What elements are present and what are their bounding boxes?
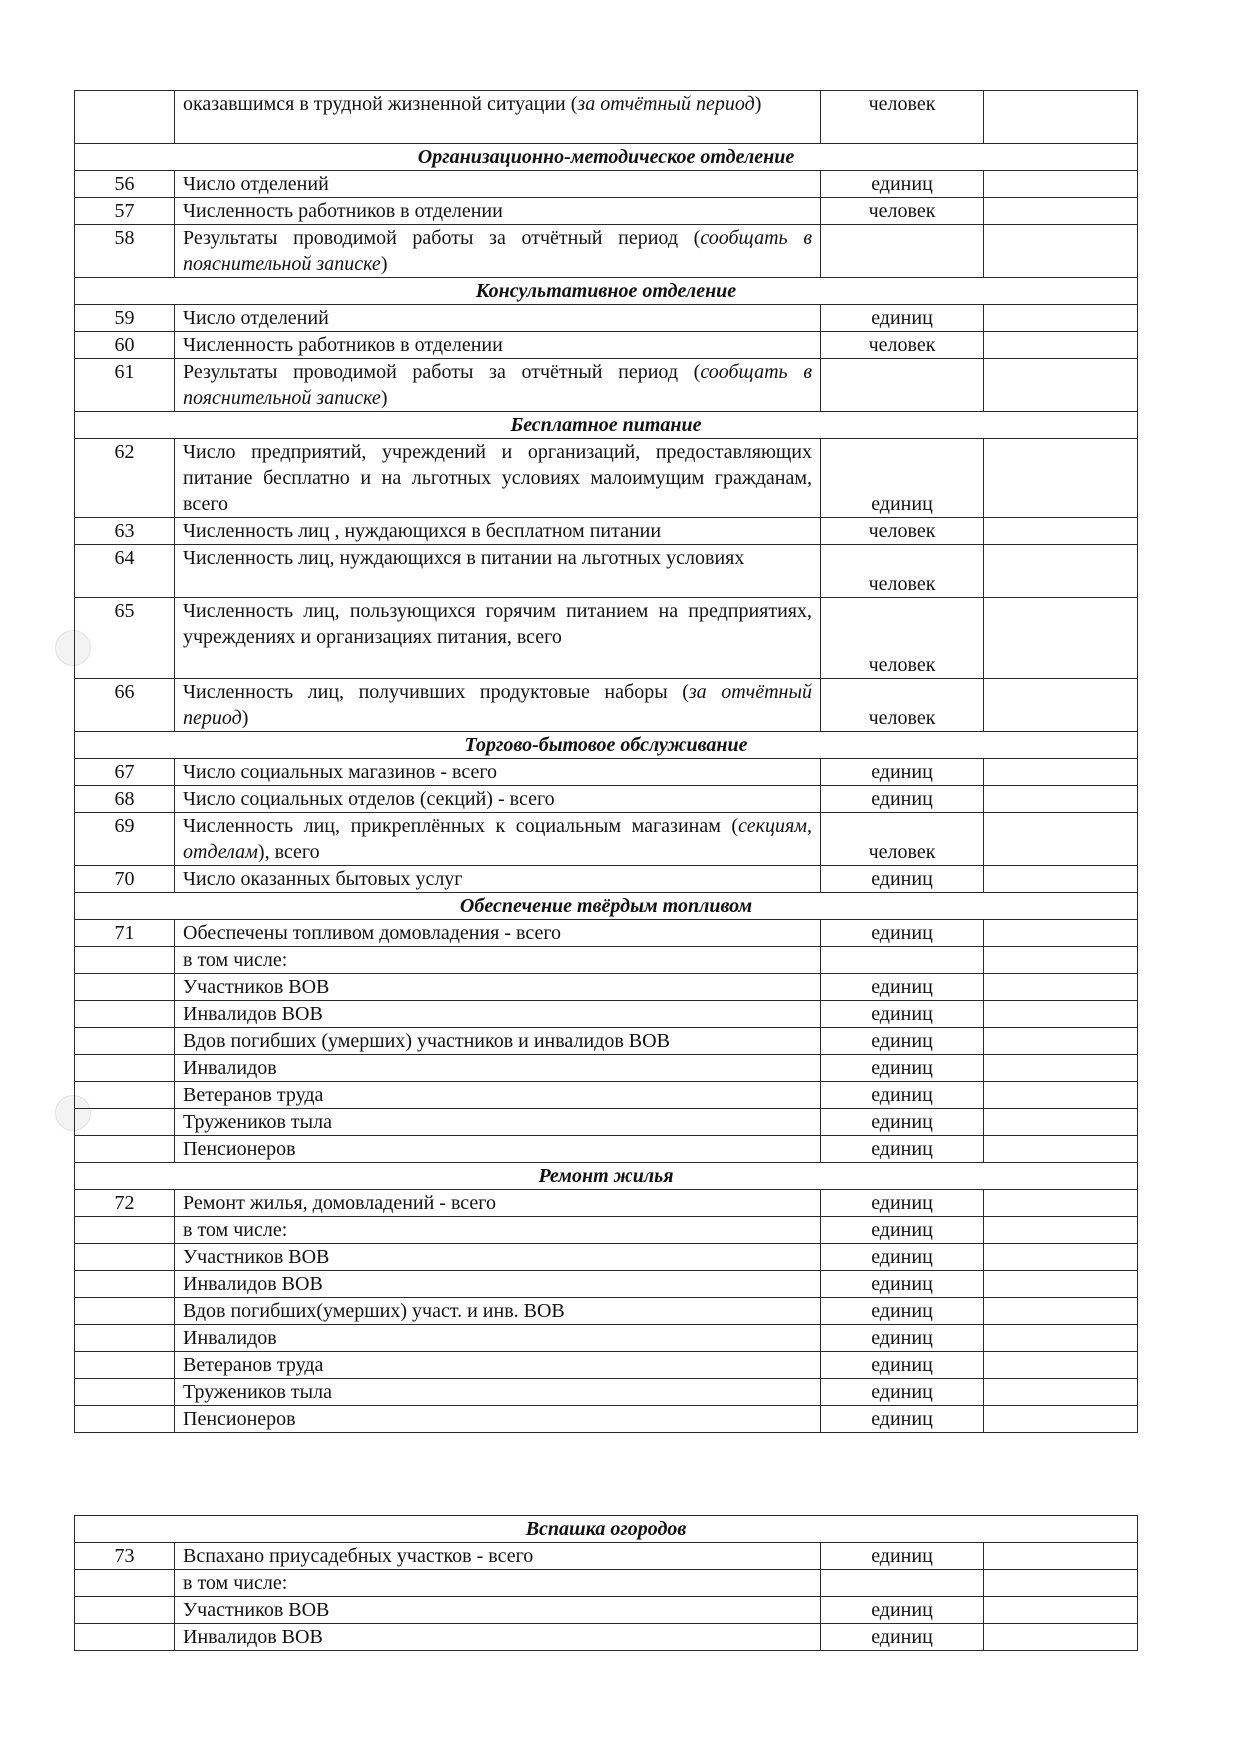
table-row (75, 786, 1138, 813)
row-number-cell (75, 1570, 175, 1597)
unit-cell: единиц (821, 1001, 984, 1028)
unit-cell: единиц (821, 1597, 984, 1624)
row-number-cell (75, 1271, 175, 1298)
table-row (75, 1190, 1138, 1217)
row-number-cell: 58 (75, 225, 175, 278)
indicator-name-cell: Пенсионеров (175, 1406, 821, 1433)
indicator-name-cell: Участников ВОВ (175, 1244, 821, 1271)
value-cell (984, 866, 1138, 893)
row-number-cell: 71 (75, 920, 175, 947)
value-cell (984, 171, 1138, 198)
value-cell (984, 786, 1138, 813)
value-cell (984, 1325, 1138, 1352)
table-row (75, 1109, 1138, 1136)
unit-cell: человек (821, 598, 984, 679)
unit-cell: единиц (821, 305, 984, 332)
table-row (75, 1406, 1138, 1433)
row-number-cell: 61 (75, 359, 175, 412)
value-cell (984, 305, 1138, 332)
value-cell (984, 920, 1138, 947)
table-row (75, 1325, 1138, 1352)
row-number-cell: 66 (75, 679, 175, 732)
row-number-cell (75, 1109, 175, 1136)
row-number-cell (75, 947, 175, 974)
row-number-cell (75, 1136, 175, 1163)
value-cell (984, 1298, 1138, 1325)
row-number-cell (75, 1325, 175, 1352)
value-cell (984, 1406, 1138, 1433)
indicator-name-cell: Тружеников тыла (175, 1109, 821, 1136)
row-number-cell (75, 1406, 175, 1433)
row-number-cell: 64 (75, 545, 175, 598)
row-number-cell: 63 (75, 518, 175, 545)
indicator-name-cell: Численность работников в отделении (175, 198, 821, 225)
table-row (75, 1543, 1138, 1570)
indicator-name-cell: Тружеников тыла (175, 1379, 821, 1406)
value-cell (984, 1352, 1138, 1379)
table-row (75, 1271, 1138, 1298)
table-row (75, 947, 1138, 974)
unit-cell: единиц (821, 759, 984, 786)
value-cell (984, 359, 1138, 412)
unit-cell: единиц (821, 1406, 984, 1433)
unit-cell: единиц (821, 1136, 984, 1163)
indicator-name-cell: Численность лиц, получивших продуктовые наборы (за отчётный период) (175, 679, 821, 732)
value-cell (984, 1543, 1138, 1570)
value-cell (984, 947, 1138, 974)
value-cell (984, 598, 1138, 679)
row-number-cell: 62 (75, 439, 175, 518)
section-header-row (75, 893, 1138, 920)
unit-cell: единиц (821, 1217, 984, 1244)
row-number-cell (75, 1244, 175, 1271)
indicator-name-cell: Число отделений (175, 305, 821, 332)
indicator-name-cell: Численность лиц, прикреплённых к социальным магазинам (секциям, отделам), всего (175, 813, 821, 866)
value-cell (984, 1379, 1138, 1406)
table-row (75, 974, 1138, 1001)
indicator-name-cell: Численность работников в отделении (175, 332, 821, 359)
indicator-name-cell: Численность лиц, пользующихся горячим питанием на предприятиях, учреждениях и организациях питания, всего (175, 598, 821, 679)
unit-cell: человек (821, 91, 984, 144)
table-row (75, 759, 1138, 786)
unit-cell: человек (821, 518, 984, 545)
value-cell (984, 545, 1138, 598)
row-number-cell (75, 1082, 175, 1109)
unit-cell: единиц (821, 1543, 984, 1570)
indicator-name-cell: Пенсионеров (175, 1136, 821, 1163)
table-row (75, 1379, 1138, 1406)
unit-cell: человек (821, 813, 984, 866)
indicator-name-cell: Число отделений (175, 171, 821, 198)
indicator-name-cell: оказавшимся в трудной жизненной ситуации (за отчётный период) (175, 91, 821, 144)
unit-cell: единиц (821, 1055, 984, 1082)
table-row (75, 359, 1138, 412)
value-cell (984, 759, 1138, 786)
row-number-cell (75, 1624, 175, 1651)
row-number-cell: 65 (75, 598, 175, 679)
table-row (75, 1570, 1138, 1597)
value-cell (984, 1271, 1138, 1298)
value-cell (984, 1136, 1138, 1163)
indicator-name-cell: Численность лиц, нуждающихся в питании на льготных условиях (175, 545, 821, 598)
value-cell (984, 813, 1138, 866)
row-number-cell (75, 1055, 175, 1082)
value-cell (984, 1082, 1138, 1109)
unit-cell: единиц (821, 1244, 984, 1271)
unit-cell: человек (821, 545, 984, 598)
value-cell (984, 1217, 1138, 1244)
table-row (75, 91, 1138, 144)
table-row (75, 1624, 1138, 1651)
table-row (75, 332, 1138, 359)
unit-cell: единиц (821, 171, 984, 198)
value-cell (984, 1570, 1138, 1597)
section-header-row (75, 412, 1138, 439)
table-row (75, 225, 1138, 278)
table-row (75, 920, 1138, 947)
indicator-name-cell: Инвалидов ВОВ (175, 1271, 821, 1298)
row-number-cell (75, 1597, 175, 1624)
value-cell (984, 225, 1138, 278)
row-number-cell: 57 (75, 198, 175, 225)
value-cell (984, 679, 1138, 732)
ploughing-table (74, 1515, 1138, 1651)
indicator-name-cell: Ремонт жилья, домовладений - всего (175, 1190, 821, 1217)
row-number-cell: 68 (75, 786, 175, 813)
row-number-cell: 67 (75, 759, 175, 786)
row-number-cell (75, 91, 175, 144)
indicator-name-cell: Инвалидов (175, 1055, 821, 1082)
value-cell (984, 1055, 1138, 1082)
indicator-name-cell: Результаты проводимой работы за отчётный период (сообщать в пояснительной записке) (175, 225, 821, 278)
indicator-name-cell: Число социальных магазинов - всего (175, 759, 821, 786)
row-number-cell: 73 (75, 1543, 175, 1570)
indicators-table (74, 90, 1138, 1433)
table-row (75, 1597, 1138, 1624)
table-row (75, 866, 1138, 893)
row-number-cell: 69 (75, 813, 175, 866)
row-number-cell: 59 (75, 305, 175, 332)
value-cell (984, 91, 1138, 144)
section-header-row (75, 144, 1138, 171)
table-row (75, 1001, 1138, 1028)
indicator-name-cell: Вдов погибших (умерших) участников и инвалидов ВОВ (175, 1028, 821, 1055)
indicator-name-cell: Результаты проводимой работы за отчётный период (сообщать в пояснительной записке) (175, 359, 821, 412)
unit-cell: единиц (821, 866, 984, 893)
table-row (75, 679, 1138, 732)
section-title: Бесплатное питание (75, 412, 1138, 439)
indicator-name-cell: Число социальных отделов (секций) - всего (175, 786, 821, 813)
table-row (75, 305, 1138, 332)
indicator-name-cell: Участников ВОВ (175, 1597, 821, 1624)
unit-cell: единиц (821, 1271, 984, 1298)
unit-cell: единиц (821, 974, 984, 1001)
indicator-name-cell: Численность лиц , нуждающихся в бесплатном питании (175, 518, 821, 545)
value-cell (984, 439, 1138, 518)
unit-cell: единиц (821, 1190, 984, 1217)
unit-cell: единиц (821, 1624, 984, 1651)
row-number-cell (75, 1352, 175, 1379)
table-row (75, 1244, 1138, 1271)
table-row (75, 171, 1138, 198)
indicator-name-cell: Инвалидов ВОВ (175, 1624, 821, 1651)
section-title: Ремонт жилья (75, 1163, 1138, 1190)
value-cell (984, 198, 1138, 225)
table-row (75, 545, 1138, 598)
value-cell (984, 1190, 1138, 1217)
unit-cell: единиц (821, 439, 984, 518)
table-row (75, 598, 1138, 679)
table-row (75, 1217, 1138, 1244)
table-row (75, 1082, 1138, 1109)
indicator-name-cell: Число предприятий, учреждений и организаций, предоставляющих питание бесплатно и на льготных условиях малоимущим гражданам, всего (175, 439, 821, 518)
section-header-row (75, 278, 1138, 305)
unit-cell: единиц (821, 1082, 984, 1109)
indicator-name-cell: Обеспечены топливом домовладения - всего (175, 920, 821, 947)
table-row (75, 1352, 1138, 1379)
table-row (75, 813, 1138, 866)
value-cell (984, 1028, 1138, 1055)
table-row (75, 518, 1138, 545)
unit-cell: человек (821, 198, 984, 225)
indicator-name-cell: Ветеранов труда (175, 1352, 821, 1379)
section-header-row (75, 1516, 1138, 1543)
row-number-cell (75, 1028, 175, 1055)
unit-cell: единиц (821, 1379, 984, 1406)
value-cell (984, 518, 1138, 545)
value-cell (984, 1624, 1138, 1651)
row-number-cell: 60 (75, 332, 175, 359)
unit-cell: единиц (821, 1109, 984, 1136)
unit-cell: единиц (821, 1325, 984, 1352)
row-number-cell (75, 1379, 175, 1406)
table-row (75, 198, 1138, 225)
unit-cell (821, 359, 984, 412)
unit-cell: человек (821, 332, 984, 359)
value-cell (984, 1244, 1138, 1271)
section-header-row (75, 1163, 1138, 1190)
indicator-name-cell: в том числе: (175, 1570, 821, 1597)
table-row (75, 1055, 1138, 1082)
value-cell (984, 974, 1138, 1001)
indicator-name-cell: Инвалидов (175, 1325, 821, 1352)
indicator-name-cell: Участников ВОВ (175, 974, 821, 1001)
section-title: Консультативное отделение (75, 278, 1138, 305)
unit-cell: человек (821, 679, 984, 732)
row-number-cell (75, 1217, 175, 1244)
section-title: Торгово-бытовое обслуживание (75, 732, 1138, 759)
indicator-name-cell: Ветеранов труда (175, 1082, 821, 1109)
section-title: Обеспечение твёрдым топливом (75, 893, 1138, 920)
row-number-cell (75, 1001, 175, 1028)
section-title: Вспашка огородов (75, 1516, 1138, 1543)
value-cell (984, 332, 1138, 359)
value-cell (984, 1109, 1138, 1136)
unit-cell: единиц (821, 786, 984, 813)
table-row (75, 439, 1138, 518)
indicator-name-cell: Вспахано приусадебных участков - всего (175, 1543, 821, 1570)
indicator-name-cell: Вдов погибших(умерших) участ. и инв. ВОВ (175, 1298, 821, 1325)
row-number-cell (75, 974, 175, 1001)
indicator-name-cell: в том числе: (175, 1217, 821, 1244)
value-cell (984, 1001, 1138, 1028)
indicator-name-cell: Число оказанных бытовых услуг (175, 866, 821, 893)
indicator-name-cell: Инвалидов ВОВ (175, 1001, 821, 1028)
unit-cell (821, 225, 984, 278)
table-row (75, 1136, 1138, 1163)
section-title: Организационно-методическое отделение (75, 144, 1138, 171)
value-cell (984, 1597, 1138, 1624)
row-number-cell: 70 (75, 866, 175, 893)
unit-cell: единиц (821, 1352, 984, 1379)
table-row (75, 1028, 1138, 1055)
unit-cell: единиц (821, 1298, 984, 1325)
unit-cell: единиц (821, 920, 984, 947)
unit-cell (821, 947, 984, 974)
row-number-cell (75, 1298, 175, 1325)
section-header-row (75, 732, 1138, 759)
row-number-cell: 72 (75, 1190, 175, 1217)
indicator-name-cell: в том числе: (175, 947, 821, 974)
unit-cell (821, 1570, 984, 1597)
row-number-cell: 56 (75, 171, 175, 198)
unit-cell: единиц (821, 1028, 984, 1055)
table-row (75, 1298, 1138, 1325)
